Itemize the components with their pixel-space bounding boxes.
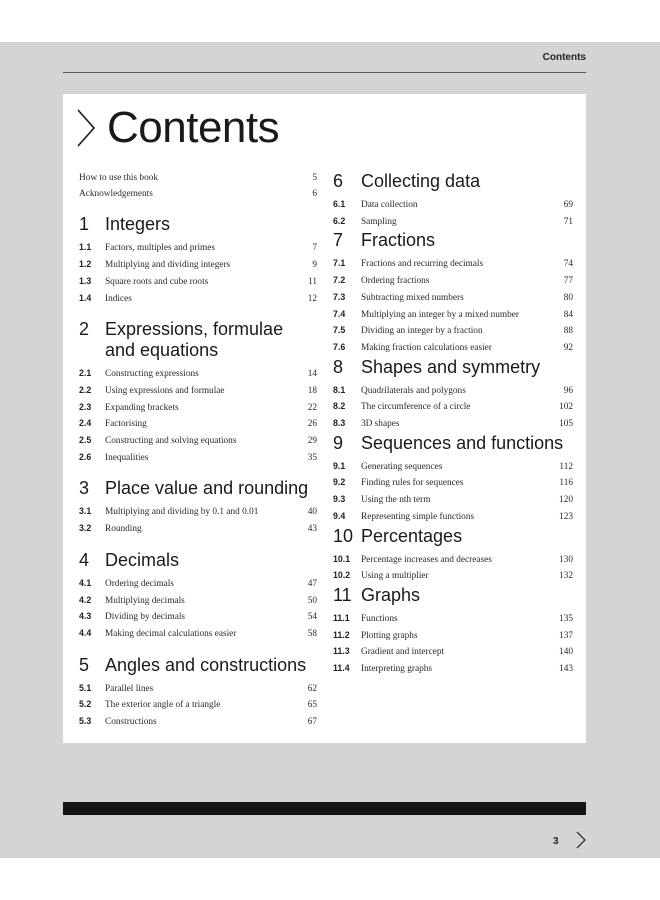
page-number: 140 — [559, 647, 573, 658]
section-title: Making decimal calculations easier — [105, 628, 237, 639]
chapter-block — [79, 319, 317, 466]
section-title: Sampling — [361, 216, 397, 227]
chapter-heading[interactable] — [333, 585, 573, 606]
section-number: 7.4 — [333, 308, 346, 319]
page-number: 84 — [563, 309, 573, 320]
page-number: 18 — [307, 385, 317, 396]
chapter-title: Place value and rounding — [105, 478, 309, 499]
section-number: 11.3 — [333, 646, 350, 657]
section-title: Parallel lines — [105, 683, 154, 694]
chapter-heading[interactable] — [333, 433, 573, 454]
toc-entry[interactable] — [333, 509, 573, 526]
front-matter-item[interactable] — [79, 171, 317, 187]
page-number: 96 — [563, 385, 573, 396]
section-title: Rounding — [105, 524, 142, 535]
viewer-top-margin — [0, 0, 660, 42]
toc-entry[interactable] — [333, 340, 573, 357]
section-number: 5.2 — [79, 699, 92, 710]
section-number: 8.1 — [333, 384, 346, 395]
toc-entry[interactable] — [79, 714, 317, 731]
chapter-title: Integers — [105, 214, 171, 235]
toc-entry[interactable] — [333, 661, 573, 678]
section-title: Factorising — [105, 419, 147, 430]
front-matter-item[interactable] — [79, 187, 317, 203]
page-number: 29 — [307, 436, 317, 447]
chapter-number: 3 — [79, 478, 90, 499]
section-number: 2.1 — [79, 368, 92, 379]
viewer-bottom-margin — [0, 858, 660, 900]
page-number: 105 — [559, 419, 573, 430]
section-number: 9.2 — [333, 477, 346, 488]
chevron-right-icon — [576, 830, 586, 850]
header-rule — [63, 72, 586, 73]
toc-entry[interactable] — [333, 399, 573, 416]
toc-entry[interactable] — [333, 492, 573, 509]
section-title: Making fraction calculations easier — [361, 342, 492, 353]
section-number: 9.3 — [333, 494, 346, 505]
toc-entry[interactable] — [79, 576, 317, 593]
section-number: 2.5 — [79, 435, 92, 446]
page-number: 67 — [307, 717, 317, 728]
page-number: 58 — [307, 628, 317, 639]
chapter-block — [333, 171, 573, 230]
chapter-heading[interactable] — [333, 357, 573, 378]
page-number: 116 — [559, 478, 573, 489]
section-number: 10.2 — [333, 570, 351, 581]
section-title: Multiplying and dividing integers — [105, 260, 231, 271]
section-number: 11.1 — [333, 612, 350, 623]
toc-entry[interactable] — [333, 475, 573, 492]
page-number: 143 — [559, 664, 573, 675]
page-number: 6 — [312, 188, 317, 199]
section-number: 4.4 — [79, 627, 92, 638]
page-number: 71 — [563, 216, 573, 227]
page-number-folio: 3 — [553, 836, 559, 847]
section-number: 4.2 — [79, 594, 92, 605]
section-title: Using a multiplier — [361, 571, 429, 582]
toc-entry[interactable] — [79, 416, 317, 433]
section-title: Generating sequences — [361, 461, 443, 472]
toc-entry[interactable] — [79, 274, 317, 291]
section-title: Indices — [105, 293, 132, 304]
section-title: Using the nth term — [361, 495, 431, 506]
toc-entry[interactable] — [79, 697, 317, 714]
page-number: 54 — [307, 612, 317, 623]
toc-right-column — [333, 171, 573, 678]
section-title: Inequalities — [105, 452, 149, 463]
page-number: 40 — [307, 507, 317, 518]
chapter-title: Percentages — [361, 525, 463, 546]
toc-entry[interactable] — [79, 400, 317, 417]
page-number: 69 — [563, 200, 573, 210]
chapter-number: 9 — [333, 432, 344, 453]
toc-entry[interactable] — [79, 366, 317, 383]
toc-entry[interactable] — [333, 323, 573, 340]
section-number: 2.6 — [79, 451, 92, 462]
front-matter-label: Acknowledgements — [79, 188, 153, 199]
page-number: 11 — [308, 276, 317, 287]
section-number: 9.1 — [333, 460, 346, 471]
section-number: 2.2 — [79, 384, 92, 395]
toc-entry[interactable] — [79, 433, 317, 450]
page-number: 43 — [307, 524, 317, 535]
section-title: The exterior angle of a triangle — [105, 700, 221, 711]
chapter-number: 7 — [333, 230, 344, 251]
chapter-block — [333, 230, 573, 356]
section-title: Fractions and recurring decimals — [361, 259, 484, 270]
section-title: Multiplying and dividing by 0.1 and 0.01 — [105, 507, 259, 518]
section-number: 1.1 — [79, 242, 92, 253]
section-number: 6.2 — [333, 215, 346, 226]
section-title: Representing simple functions — [361, 511, 475, 522]
toc-entry[interactable] — [333, 568, 573, 585]
toc-entry[interactable] — [333, 552, 573, 569]
chapter-number: 2 — [79, 319, 90, 340]
page-number: 35 — [307, 452, 317, 463]
toc-entry[interactable] — [333, 256, 573, 273]
section-number: 11.2 — [333, 629, 350, 640]
section-number: 2.3 — [79, 401, 92, 412]
section-title: Finding rules for sequences — [361, 478, 464, 489]
section-title: Ordering decimals — [105, 578, 174, 589]
section-title: 3D shapes — [361, 419, 400, 430]
section-number: 1.4 — [79, 292, 92, 303]
toc-entry[interactable] — [333, 290, 573, 307]
chapter-title: Expressions, formulae and equations — [105, 319, 284, 361]
section-title: Using expressions and formulae — [105, 385, 225, 396]
chapter-block — [333, 526, 573, 585]
chapter-block — [333, 433, 573, 526]
page-number: 47 — [307, 578, 317, 589]
chapter-number: 11 — [333, 584, 352, 605]
chapter-block — [333, 357, 573, 433]
toc-entry[interactable] — [79, 593, 317, 610]
section-number: 8.3 — [333, 418, 346, 429]
chapter-number: 6 — [333, 171, 344, 191]
section-title: Factors, multiples and primes — [105, 243, 215, 254]
footer-bar — [63, 802, 586, 815]
toc-entry[interactable] — [333, 459, 573, 476]
chapter-heading[interactable] — [79, 478, 317, 499]
section-title: Expanding brackets — [105, 402, 179, 413]
running-head: Contents — [542, 52, 586, 63]
section-number: 7.3 — [333, 291, 346, 302]
section-number: 7.2 — [333, 275, 346, 286]
page-number: 14 — [307, 369, 317, 380]
section-title: Dividing an integer by a fraction — [361, 326, 483, 337]
section-number: 7.1 — [333, 258, 346, 269]
chapter-title: Angles and constructions — [105, 654, 307, 675]
section-title: Interpreting graphs — [361, 664, 432, 675]
toc-entry[interactable] — [333, 611, 573, 628]
front-matter-label: How to use this book — [79, 173, 159, 183]
contents-panel — [63, 94, 586, 743]
chapter-block — [79, 550, 317, 643]
front-matter-list — [79, 171, 317, 202]
chapter-title: Shapes and symmetry — [361, 356, 541, 377]
section-title: Constructing expressions — [105, 369, 199, 380]
chapter-title: Decimals — [105, 549, 180, 570]
section-number: 10.1 — [333, 553, 351, 564]
toc-entry[interactable] — [79, 521, 317, 538]
page-number: 7 — [312, 243, 317, 254]
toc-entry[interactable] — [79, 504, 317, 521]
section-number: 9.4 — [333, 510, 346, 521]
toc-entry[interactable] — [79, 626, 317, 643]
chapter-heading[interactable] — [333, 171, 573, 192]
page-number: 135 — [559, 613, 573, 624]
toc-entry[interactable] — [333, 214, 573, 231]
left-chapter-list — [79, 214, 317, 730]
chapter-block — [333, 585, 573, 678]
toc-entry[interactable] — [333, 628, 573, 645]
page-number: 132 — [559, 571, 573, 582]
chapter-number: 4 — [79, 549, 90, 570]
section-title: Multiplying an integer by a mixed number — [361, 309, 520, 320]
chapter-number: 8 — [333, 356, 344, 377]
section-number: 1.3 — [79, 275, 92, 286]
section-title: Constructing and solving equations — [105, 436, 237, 447]
chapter-block — [79, 478, 317, 537]
toc-left-column — [79, 171, 317, 731]
toc-entry[interactable] — [79, 681, 317, 698]
chapter-heading[interactable] — [79, 655, 317, 676]
toc-entry[interactable] — [333, 416, 573, 433]
section-number: 11.4 — [333, 663, 350, 674]
page-number: 12 — [307, 293, 317, 304]
page-number: 80 — [563, 292, 573, 303]
right-chapter-list — [333, 171, 573, 678]
section-title: The circumference of a circle — [361, 402, 471, 413]
section-number: 6.1 — [333, 199, 346, 209]
page-number: 22 — [307, 402, 317, 413]
toc-entry[interactable] — [333, 307, 573, 324]
chapter-heading[interactable] — [333, 230, 573, 251]
toc-entry[interactable] — [79, 257, 317, 274]
page-number: 102 — [559, 402, 573, 413]
page-title-text: Contents — [107, 103, 280, 152]
page-number: 50 — [307, 595, 317, 606]
section-title: Dividing by decimals — [105, 612, 186, 623]
toc-entry[interactable] — [79, 240, 317, 257]
page-number: 26 — [307, 419, 317, 430]
page-number: 92 — [563, 342, 573, 353]
section-number: 3.2 — [79, 523, 92, 534]
chapter-heading[interactable] — [79, 214, 317, 235]
chapter-number: 10 — [333, 525, 354, 546]
chapter-heading[interactable] — [333, 526, 573, 547]
chapter-block — [79, 214, 317, 307]
page-number: 130 — [559, 554, 573, 565]
chapter-block — [79, 655, 317, 731]
section-title: Data collection — [361, 200, 418, 210]
section-number: 5.3 — [79, 716, 92, 727]
toc-entry[interactable] — [79, 291, 317, 308]
toc-entry[interactable] — [333, 383, 573, 400]
section-title: Multiplying decimals — [105, 595, 185, 606]
page-number: 88 — [563, 326, 573, 337]
chapter-number: 1 — [79, 214, 90, 235]
page-number: 123 — [559, 511, 573, 522]
page-number: 65 — [307, 700, 317, 711]
toc-entry[interactable] — [333, 644, 573, 661]
section-number: 2.4 — [79, 418, 92, 429]
section-number: 7.6 — [333, 341, 346, 352]
section-number: 4.3 — [79, 611, 92, 622]
section-title: Functions — [361, 613, 398, 624]
chapter-title: Graphs — [361, 584, 421, 605]
section-title: Ordering fractions — [361, 276, 430, 287]
page-number: 5 — [312, 173, 317, 183]
page-number: 137 — [559, 630, 573, 641]
toc-entry[interactable] — [79, 609, 317, 626]
chevron-right-icon — [75, 104, 97, 152]
section-title: Percentage increases and decreases — [361, 554, 492, 565]
page-number: 120 — [559, 495, 573, 506]
section-title: Square roots and cube roots — [105, 276, 209, 287]
chapter-title: Fractions — [361, 230, 436, 251]
chapter-title: Collecting data — [361, 171, 481, 191]
toc-entry[interactable] — [79, 450, 317, 467]
chapter-heading[interactable] — [79, 550, 317, 571]
section-number: 7.5 — [333, 325, 346, 336]
chapter-number: 5 — [79, 654, 90, 675]
page-number: 77 — [563, 276, 573, 287]
section-title: Gradient and intercept — [361, 647, 445, 658]
page-number: 112 — [559, 461, 573, 472]
toc-entry[interactable] — [333, 273, 573, 290]
page-title — [75, 98, 279, 158]
section-number: 8.2 — [333, 401, 346, 412]
section-title: Subtracting mixed numbers — [361, 292, 464, 303]
toc-entry[interactable] — [333, 197, 573, 214]
toc-entry[interactable] — [79, 383, 317, 400]
section-title: Plotting graphs — [361, 630, 418, 641]
section-number: 3.1 — [79, 506, 92, 517]
section-number: 5.1 — [79, 682, 92, 693]
section-number: 1.2 — [79, 259, 92, 270]
page-number: 9 — [312, 260, 317, 271]
page-number: 62 — [307, 683, 317, 694]
section-title: Quadrilaterals and polygons — [361, 385, 466, 396]
section-title: Constructions — [105, 717, 157, 728]
chapter-title: Sequences and functions — [361, 432, 564, 453]
page-number: 74 — [563, 259, 573, 270]
chapter-heading[interactable] — [79, 319, 317, 361]
section-number: 4.1 — [79, 577, 92, 588]
